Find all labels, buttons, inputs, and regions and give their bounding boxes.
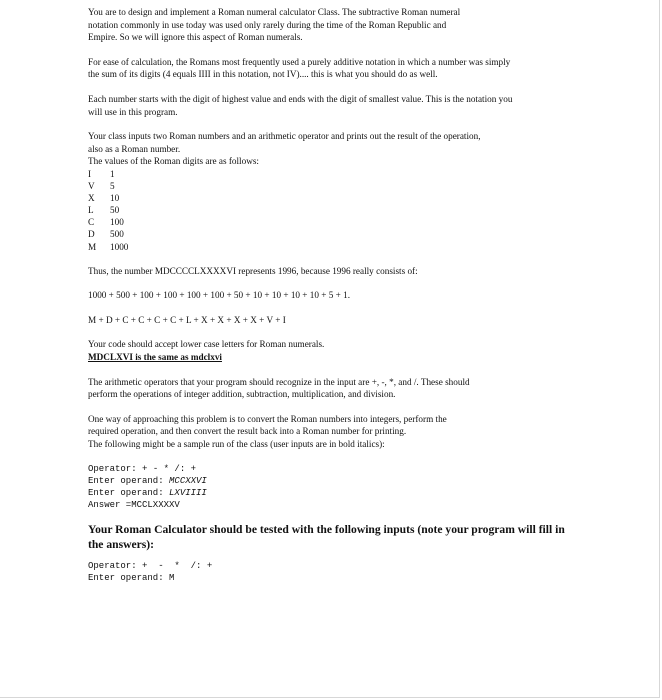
intro-line-1: You are to design and implement a Roman numeral calculator Class. The subtractive Roman numeral [88, 7, 461, 17]
digit-value: 5 [110, 181, 115, 192]
test-heading-line-1: Your Roman Calculator should be tested with the following inputs (note your program will fill in [88, 523, 565, 537]
test-run-block [88, 560, 628, 584]
example-sum: 1000 + 500 + 100 + 100 + 100 + 100 + 50 + 10 + 10 + 10 + 10 + 5 + 1. [88, 290, 351, 301]
test-heading-line-2: the answers): [88, 537, 155, 551]
digit-row [88, 204, 628, 216]
test-operand-line: Enter operand: M [88, 572, 175, 583]
digit-row [88, 180, 628, 192]
sample-operand-input-1: MCCXXVI [169, 475, 207, 486]
approach-paragraph [88, 413, 628, 451]
approach-line-1: One way of approaching this problem is to convert the Roman numbers into integers, perform the [88, 413, 447, 424]
digit-value: 50 [110, 205, 120, 216]
digit-symbol: D [88, 229, 95, 240]
values-intro: The values of the Roman digits are as follows: [88, 156, 259, 167]
digit-value: 100 [110, 217, 124, 228]
roman-digit-table [88, 168, 628, 253]
digit-symbol: V [88, 181, 95, 192]
intro-line-3: Empire. So we will ignore this aspect of Roman numerals. [88, 32, 303, 43]
document-page [88, 6, 628, 584]
digit-row [88, 192, 628, 204]
digit-row [88, 228, 628, 240]
digit-symbol: X [88, 193, 95, 204]
digit-value: 500 [110, 229, 124, 240]
lowercase-paragraph [88, 338, 628, 363]
sample-operand-label-1: Enter operand: [88, 475, 170, 486]
approach-line-3: The following might be a sample run of the class (user inputs are in bold italics): [88, 438, 385, 449]
order-line-1: Each number starts with the digit of highest value and ends with the digit of smallest value. This is the notation you [88, 93, 513, 104]
operators-paragraph [88, 376, 628, 401]
digit-symbol: I [88, 168, 92, 179]
example-thus: Thus, the number MDCCCCLXXXXVI represents 1996, because 1996 really consists of: [88, 265, 418, 276]
digit-symbol: M [88, 241, 97, 252]
sample-operator-input: + - * /: + [142, 463, 197, 474]
test-heading [88, 523, 628, 551]
sample-operand-line-2 [88, 487, 628, 499]
example-letters: M + D + C + C + C + C + L + X + X + X + X + V + I [88, 314, 286, 325]
sample-answer-line: Answer =MCCLXXXXV [88, 500, 180, 511]
intro-paragraph [88, 6, 628, 44]
operators-line-1: The arithmetic operators that your program should recognize in the input are +, -, *, and /. These should [88, 376, 470, 387]
sample-operand-input-2: LXVIIII [169, 487, 207, 498]
inputs-paragraph [88, 130, 628, 168]
digit-symbol: C [88, 217, 95, 228]
lowercase-line: Your code should accept lower case letters for Roman numerals. [88, 339, 325, 350]
sample-operator-line [88, 463, 628, 475]
digit-row [88, 216, 628, 228]
digit-row [88, 241, 628, 253]
test-operator-line: Operator: + - * /: + [88, 560, 213, 571]
inputs-line-1: Your class inputs two Roman numbers and an arithmetic operator and prints out the result of the operation, [88, 131, 481, 142]
inputs-line-2: also as a Roman number. [88, 143, 181, 154]
sample-operand-label-2: Enter operand: [88, 487, 170, 498]
digit-value: 1000 [110, 241, 129, 252]
sample-run-block [88, 463, 628, 512]
order-line-2: will use in this program. [88, 106, 178, 117]
ease-line-1: For ease of calculation, the Romans most frequently used a purely additive notation in which a number was simply [88, 56, 511, 67]
ease-paragraph [88, 56, 628, 81]
digit-symbol: L [88, 205, 94, 216]
digit-value: 1 [110, 168, 115, 179]
operators-line-2: perform the operations of integer addition, subtraction, multiplication, and division. [88, 389, 396, 400]
digit-row [88, 168, 628, 180]
digit-value: 10 [110, 193, 120, 204]
ease-line-2: the sum of its digits (4 equals IIII in this notation, not IV).... this is what you should do as well. [88, 69, 438, 80]
sample-operator-label: Operator: [88, 463, 143, 474]
sample-operand-line-1 [88, 475, 628, 487]
lowercase-emphasis: MDCLXVI is the same as mdclxvi [88, 351, 222, 362]
intro-line-2: notation commonly in use today was used only rarely during the time of the Roman Republic and [88, 19, 447, 30]
order-paragraph [88, 93, 628, 118]
approach-line-2: required operation, and then convert the result back into a Roman number for printing. [88, 426, 407, 437]
